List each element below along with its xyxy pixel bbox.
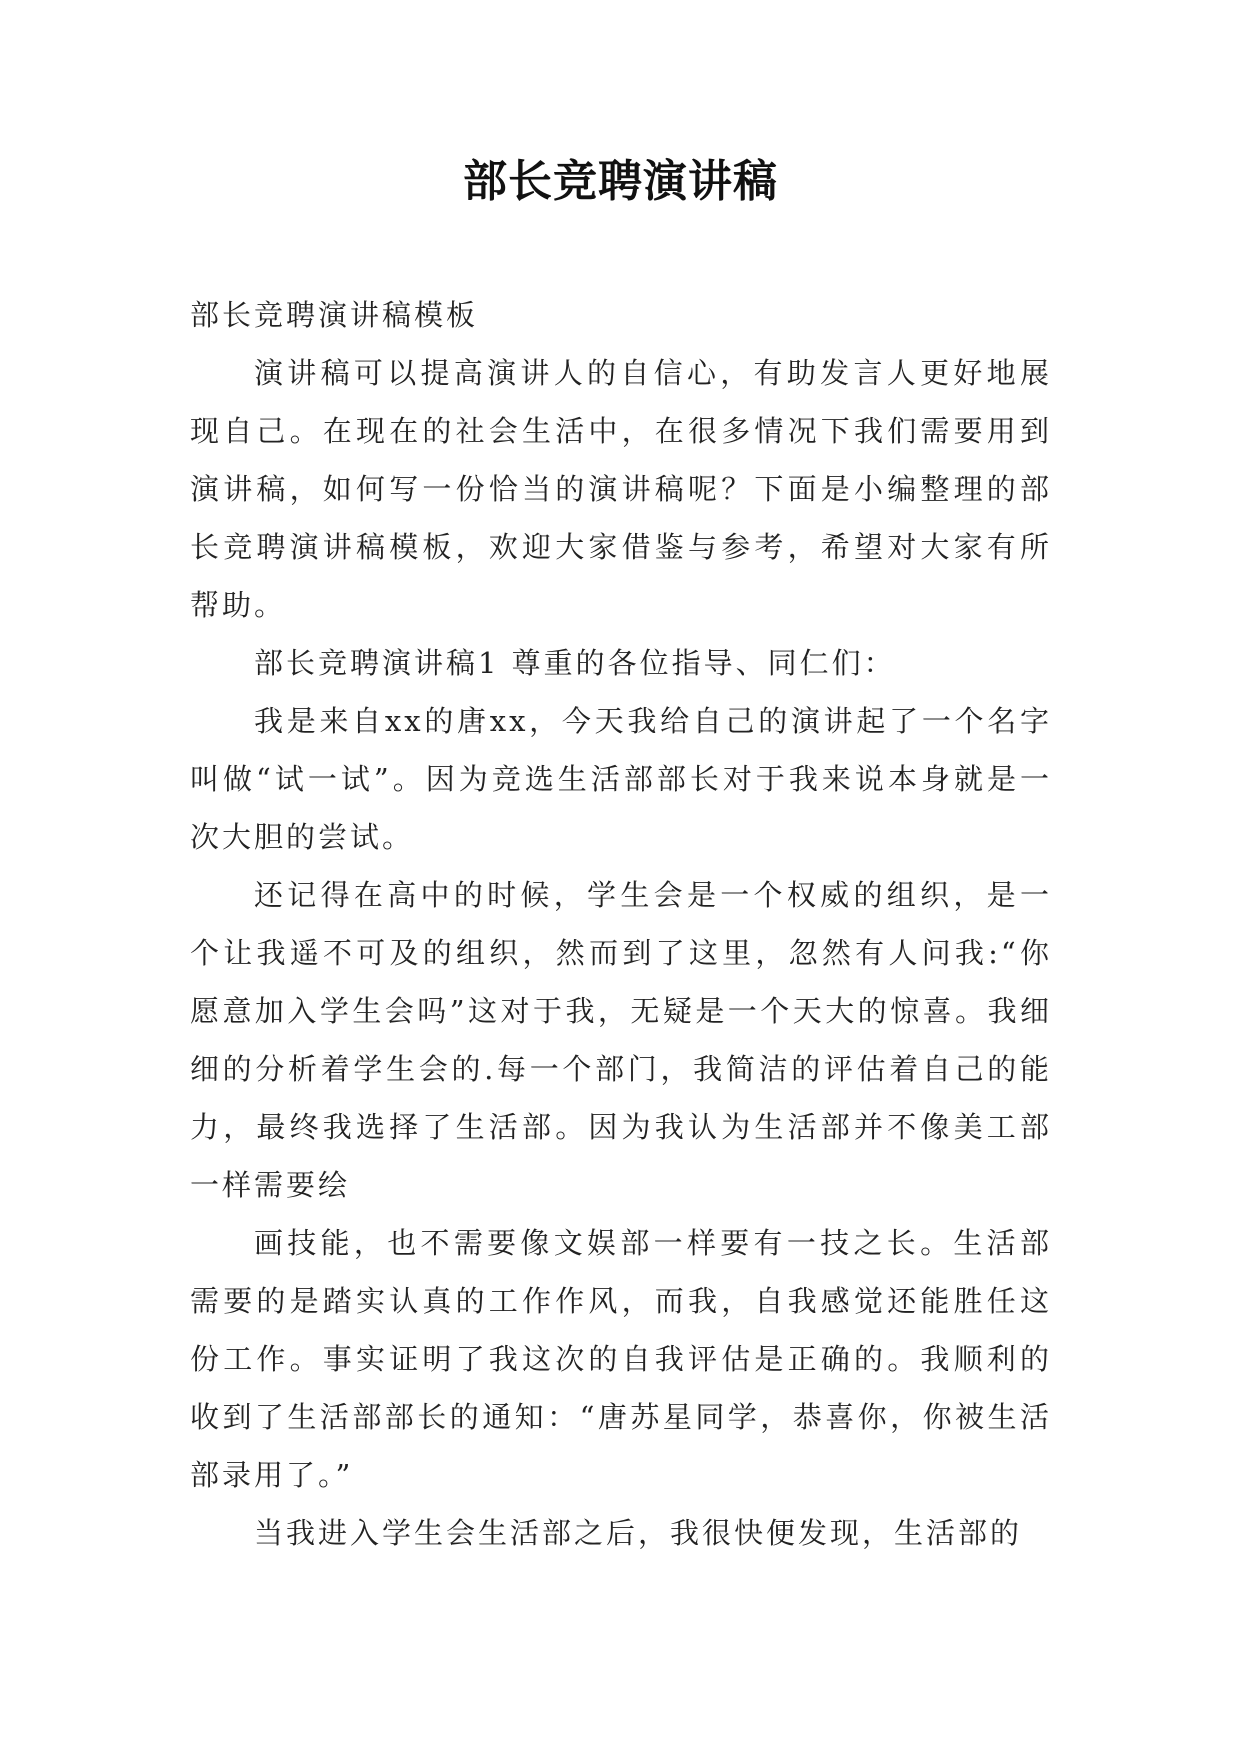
intro-paragraph: 演讲稿可以提高演讲人的自信心，有助发言人更好地展现自己。在现在的社会生活中，在很多情况下我们需要用到演讲稿，如何写一份恰当的演讲稿呢？下面是小编整理的部长竞聘演讲稿模板，欢迎大家借鉴与参考，希望对大家有所帮助。 [190, 356, 1052, 622]
body-paragraph: 我是来自xx的唐xx，今天我给自己的演讲起了一个名字叫做“试一试”。因为竞选生活部部长对于我来说本身就是一次大胆的尝试。 [190, 704, 1052, 854]
speech-heading-paragraph: 部长竞聘演讲稿1 尊重的各位指导、同仁们： [254, 646, 896, 680]
document-body [190, 286, 1052, 1562]
body-paragraph: 还记得在高中的时候，学生会是一个权威的组织，是一个让我遥不可及的组织，然而到了这里，忽然有人问我:“你愿意加入学生会吗”这对于我，无疑是一个天大的惊喜。我细细的分析着学生会的.每一个部门，我简洁的评估着自己的能力，最终我选择了生活部。因为我认为生活部并不像美工部一样需要绘 [190, 878, 1052, 1202]
body-paragraph: 当我进入学生会生活部之后，我很快便发现，生活部的 [254, 1516, 1023, 1550]
document-title: 部长竞聘演讲稿 [463, 156, 778, 207]
subtitle-paragraph: 部长竞聘演讲稿模板 [190, 298, 479, 332]
body-paragraph: 画技能，也不需要像文娱部一样要有一技之长。生活部需要的是踏实认真的工作作风，而我，自我感觉还能胜任这份工作。事实证明了我这次的自我评估是正确的。我顺利的收到了生活部部长的通知：“唐苏星同学，恭喜你，你被生活部录用了。” [190, 1226, 1052, 1492]
